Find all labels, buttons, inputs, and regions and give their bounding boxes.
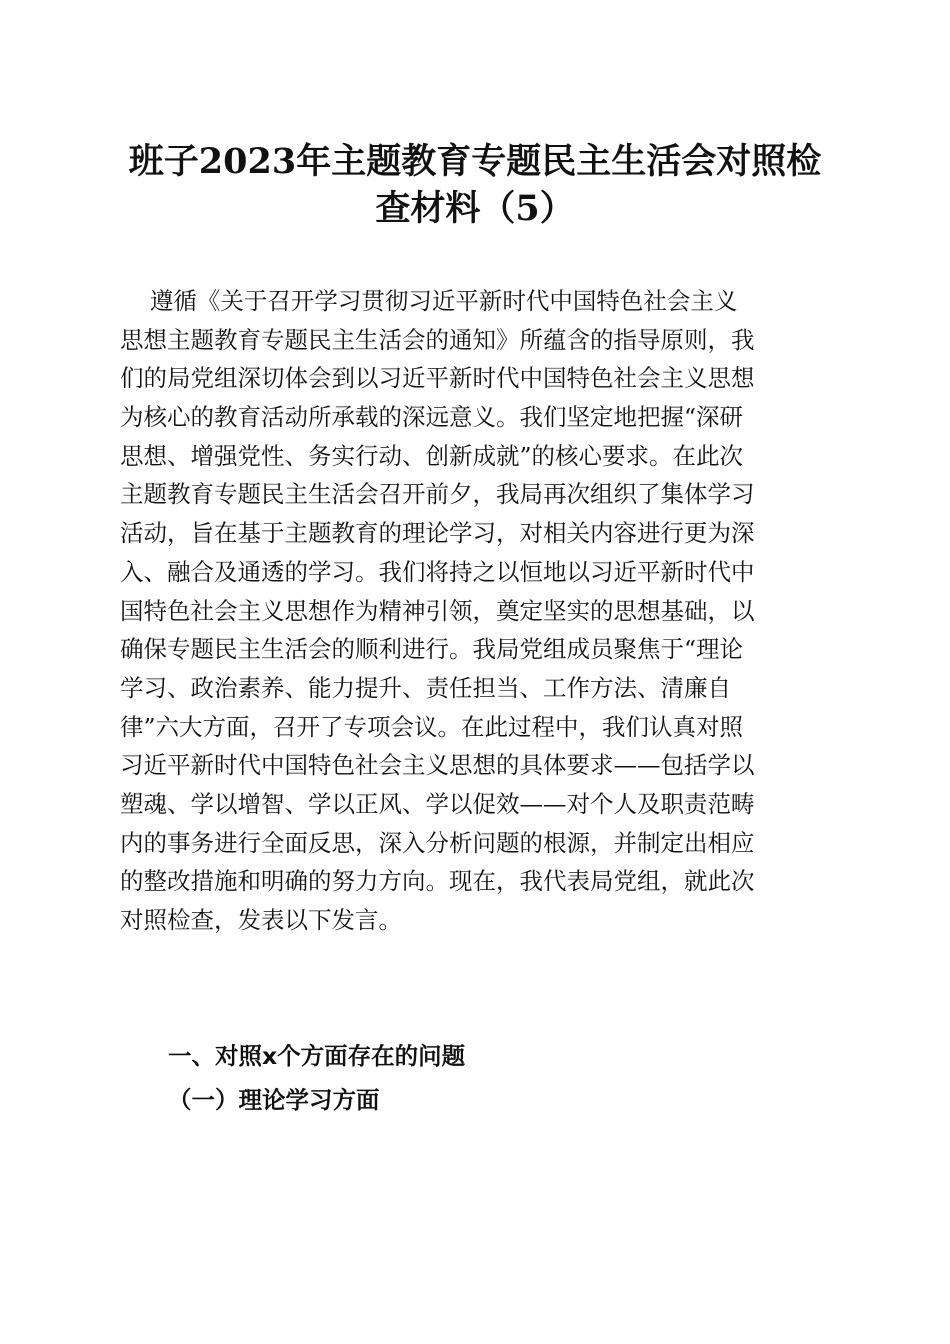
paragraph-line: 入、融合及通透的学习。我们将持之以恒地以习近平新时代中: [120, 557, 755, 586]
paragraph-line: 对照检查，发表以下发言。: [120, 906, 402, 934]
paragraph-line: 遵循《关于召开学习贯彻习近平新时代中国特色社会主义: [120, 287, 738, 315]
subsection-heading: （一）理论学习方面: [168, 1086, 380, 1114]
paragraph-line: 内的事务进行全面反思，深入分析问题的根源，并制定出相应: [120, 828, 755, 857]
title-line: 查材料（5）: [375, 188, 575, 229]
paragraph-line: 活动，旨在基于主题教育的理论学习，对相关内容进行更为深: [120, 519, 755, 548]
body-paragraph: [120, 282, 832, 940]
paragraph-line: 习近平新时代中国特色社会主义思想的具体要求——包括学以: [120, 751, 755, 780]
paragraph-line: 国特色社会主义思想作为精神引领，奠定坚实的思想基础，以: [120, 596, 755, 625]
paragraph-line: 为核心的教育活动所承载的深远意义。我们坚定地把握“深研: [120, 403, 744, 432]
paragraph-line: 们的局党组深切体会到以习近平新时代中国特色社会主义思想: [120, 364, 755, 393]
paragraph-line: 主题教育专题民主生活会召开前夕，我局再次组织了集体学习: [120, 480, 755, 509]
paragraph-line: 塑魂、学以增智、学以正风、学以促效——对个人及职责范畴: [120, 789, 755, 818]
section-heading: 一、对照x个方面存在的问题: [168, 1042, 466, 1070]
paragraph-line: 律”六大方面，召开了专项会议。在此过程中，我们认真对照: [120, 712, 744, 741]
paragraph-line: 学习、政治素养、能力提升、责任担当、工作方法、清廉自: [120, 673, 731, 702]
paragraph-line: 思想主题教育专题民主生活会的通知》所蕴含的指导原则，我: [120, 325, 755, 354]
paragraph-line: 的整改措施和明确的努力方向。现在，我代表局党组，就此次: [120, 867, 755, 896]
document-title: [100, 138, 850, 232]
paragraph-line: 思想、增强党性、务实行动、创新成就”的核心要求。在此次: [120, 441, 744, 470]
title-line: 班子2023年主题教育专题民主生活会对照检: [128, 141, 822, 182]
paragraph-line: 确保专题民主生活会的顺利进行。我局党组成员聚焦于“理论: [120, 635, 744, 664]
